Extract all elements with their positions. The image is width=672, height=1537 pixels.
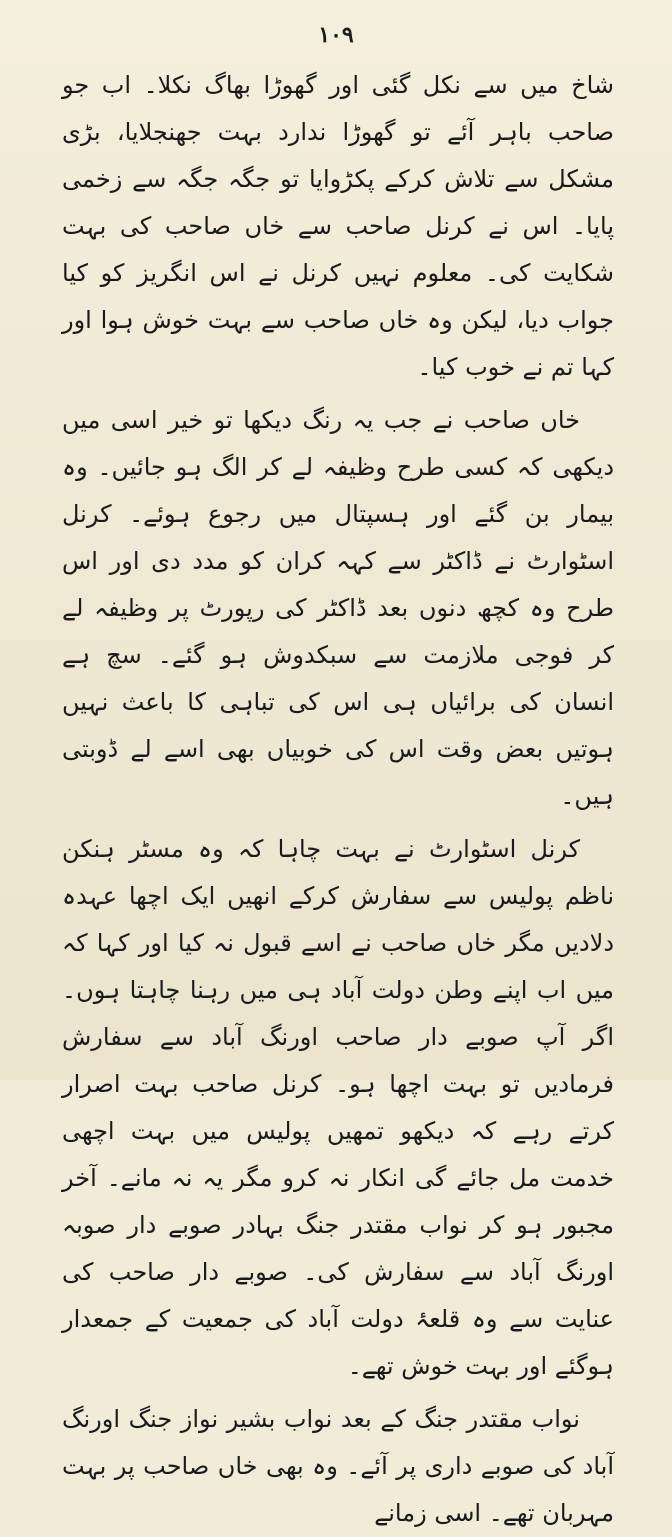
paragraph-1: شاخ میں سے نکل گئی اور گھوڑا بھاگ نکلا۔ اب جو صاحب باہر آئے تو گھوڑا ندارد بہت جھنجلایا، بڑی مشکل سے تلاش کرکے پکڑوایا تو جگہ جگہ سے زخمی پایا۔ اس نے کرنل صاحب سے خاں صاحب کی بہت شکایت کی۔ معلوم نہیں کرنل نے اس انگریز کو کیا جواب دیا، لیکن وہ خاں صاحب سے بہت خوش ہوا اور کہا تم نے خوب کیا۔ [62,71,614,381]
body-text [62,62,614,1537]
page-number: ۱۰۹ [318,22,354,48]
paragraph-3: کرنل اسٹوارٹ نے بہت چاہا کہ وہ مسٹر ہنکن ناظم پولیس سے سفارش کرکے انھیں ایک اچھا عہدہ دلادیں مگر خاں صاحب نے اسے قبول نہ کیا اور کہا کہ میں اب اپنے وطن دولت آباد ہی میں رہنا چاہتا ہوں۔ اگر آپ صوبے دار صاحب اورنگ آباد سے سفارش فرمادیں تو بہت اچھا ہو۔ کرنل صاحب بہت اصرار کرتے رہے کہ دیکھو تمھیں پولیس میں بہت اچھی خدمت مل جائے گی انکار نہ کرو مگر یہ نہ مانے۔ آخر مجبور ہو کر نواب مقتدر جنگ بہادر صوبے دار صوبہ اورنگ آباد سے سفارش کی۔ صوبے دار صاحب کی عنایت سے وہ قلعۂ دولت آباد کی جمعیت کے جمعدار ہوگئے اور بہت خوش تھے۔ [62,835,614,1380]
paragraph-2: خاں صاحب نے جب یہ رنگ دیکھا تو خیر اسی میں دیکھی کہ کسی طرح وظیفہ لے کر الگ ہو جائیں۔ وہ بیمار بن گئے اور ہسپتال میں رجوع ہوئے۔ کرنل اسٹوارٹ نے ڈاکٹر سے کہہ کران کو مدد دی اور اس طرح وہ کچھ دنوں بعد ڈاکٹر کی رپورٹ پر وظیفہ لے کر فوجی ملازمت سے سبکدوش ہو گئے۔ سچ ہے انسان کی برائیاں ہی اس کی تباہی کا باعث نہیں ہوتیں بعض وقت اس کی خوبیاں بھی اسے لے ڈوبتی ہیں۔ [62,406,614,810]
paragraph-4: نواب مقتدر جنگ کے بعد نواب بشیر نواز جنگ اورنگ آباد کی صوبے داری پر آئے۔ وہ بھی خاں صاحب پر بہت مہربان تھے۔ اسی زمانے [62,1405,614,1527]
